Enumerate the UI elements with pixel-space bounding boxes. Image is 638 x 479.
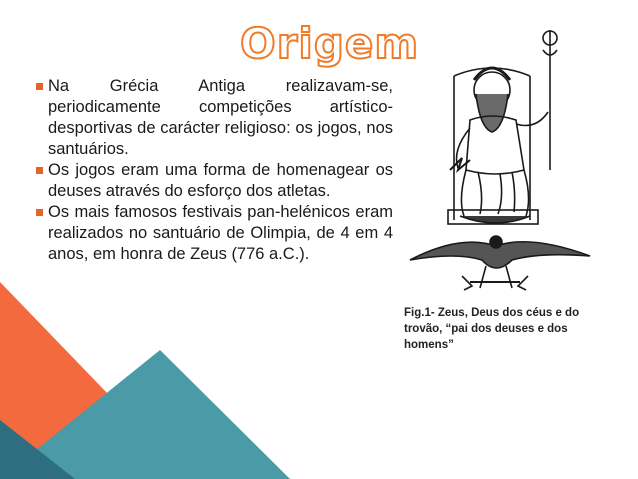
bullet-text: Os mais famosos festivais pan-helénicos eram realizados no santuário de Olimpia, de 4 em 4 anos, em honra de Zeus (776 a.C.). [48, 203, 393, 263]
bullet-item [36, 160, 393, 202]
bullet-text: Na Grécia Antiga realizavam-se, periodicamente competições artístico-desportivas de carácter religioso: os jogos, nos santuários. [48, 77, 393, 158]
square-bullet-icon [36, 83, 43, 90]
figure-caption: Fig.1- Zeus, Deus dos céus e do trovão, “pai dos deuses e dos homens” [404, 307, 580, 351]
square-bullet-icon [36, 167, 43, 174]
bullet-item [36, 76, 393, 160]
slide-title: Origem [240, 19, 420, 68]
zeus-engraving-image [400, 20, 600, 295]
bullet-list [36, 76, 393, 265]
bullet-text: Os jogos eram uma forma de homenagear os deuses através do esforço dos atletas. [48, 161, 393, 200]
square-bullet-icon [36, 209, 43, 216]
bullet-item [36, 202, 393, 265]
